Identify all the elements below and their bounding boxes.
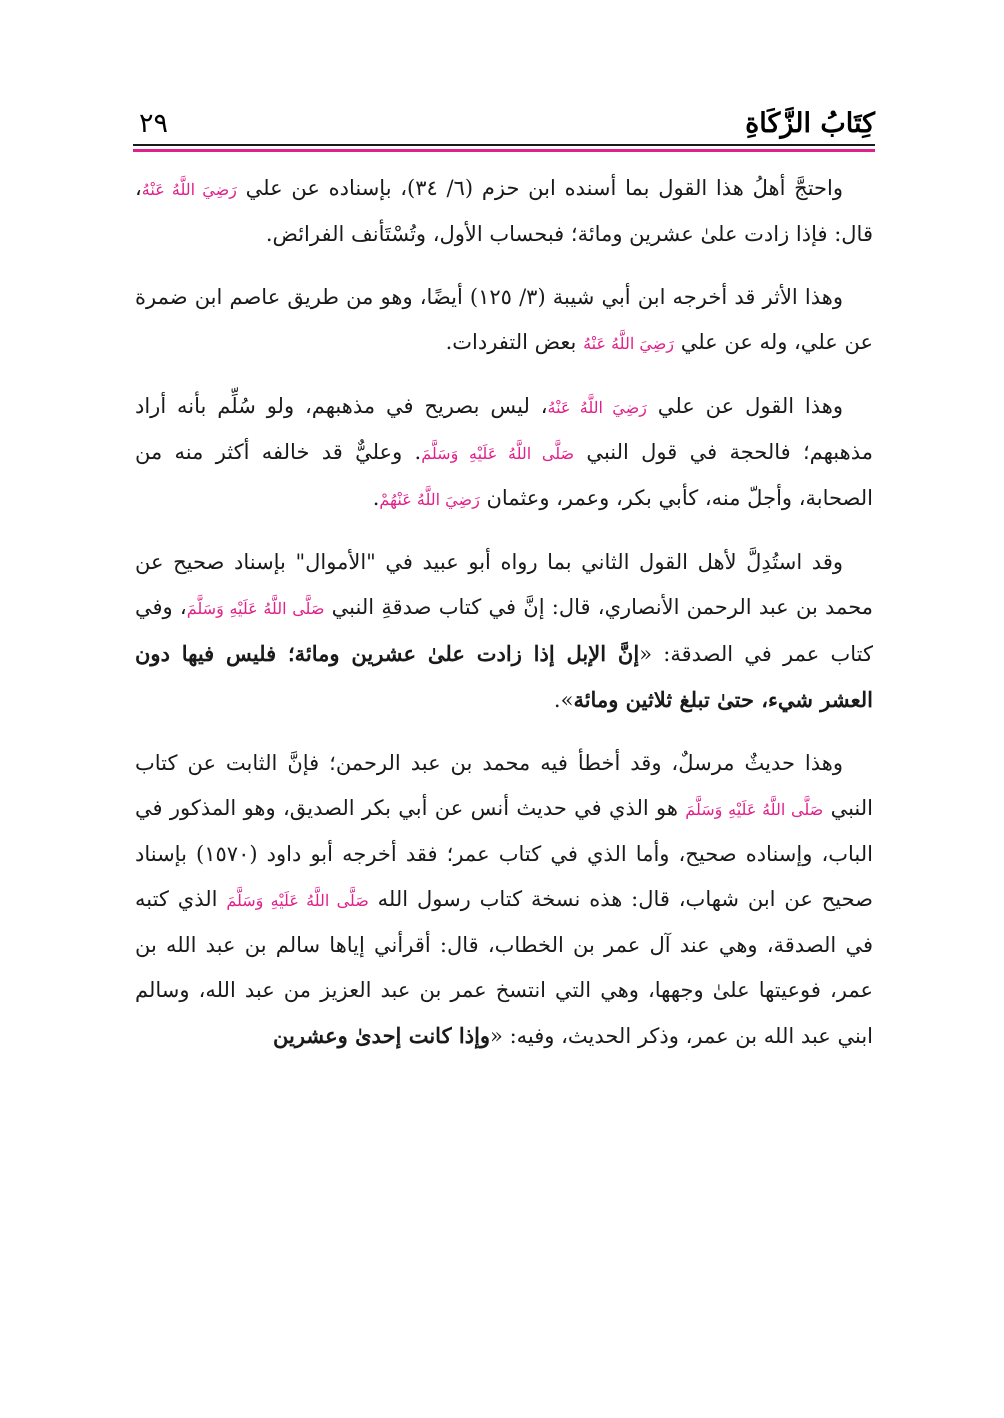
text-run: ، وفي كتاب عمر في الصدقة: «: [135, 595, 873, 666]
text-run: وهذا القول عن علي: [646, 394, 844, 418]
running-title: كِتَابُ الزَّكَاةِ: [745, 108, 875, 139]
honorific-glyph: صَلَّى اللَّهُ عَلَيْهِ وَسَلَّمَ: [421, 444, 575, 463]
honorific-glyph: رَضِيَ اللَّهُ عَنْهُ: [547, 398, 647, 417]
paragraph-1: [135, 166, 873, 257]
bold-quote: وإذا كانت إحدىٰ وعشرين: [272, 1023, 491, 1048]
honorific-glyph: رَضِيَ اللَّهُ عَنْهُ: [583, 334, 675, 353]
text-run: .: [372, 486, 380, 510]
honorific-glyph: صَلَّى اللَّهُ عَلَيْهِ وَسَلَّمَ: [226, 891, 369, 910]
page-number: ٢٩: [139, 108, 169, 139]
bold-quote: إنَّ الإبل إذا زادت علىٰ عشرين ومائة؛ فليس فيها دون العشر شيء، حتىٰ تبلغ ثلاثين ومائة: [135, 641, 873, 712]
text-run: واحتجَّ أهلُ هذا القول بما أسنده ابن حزم (٦/ ٣٤)، بإسناده عن علي: [236, 176, 843, 200]
text-run: هو الذي في حديث أنس عن أبي بكر الصديق، وهو المذكور في الباب، وإسناده صحيح، وأما الذي في كتاب عمر؛ فقد أخرجه أبو داود (١٥٧٠) بإسناد صحيح عن ابن شهاب، قال: هذه نسخة كتاب رسول الله: [135, 796, 873, 911]
text-run: وهذا حديثٌ مرسلٌ، وقد أخطأ فيه محمد بن عبد الرحمن؛ فإنَّ الثابت عن كتاب النبي: [135, 751, 873, 820]
honorific-glyph: رَضِيَ اللَّهُ عَنْهُمْ: [379, 490, 480, 509]
header-rule-black: [133, 144, 875, 146]
paragraph-5: [135, 741, 873, 1059]
paragraph-4: [135, 540, 873, 723]
paragraph-2: [135, 275, 873, 366]
text-run: الذي كتبه في الصدقة، وهي عند آل عمر بن الخطاب، قال: أقرأني إياها سالم بن عبد الله بن عمر، فوعيتها علىٰ وجهها، وهي التي انتسخ عمر بن عبد العزيز من عبد الله، وسالم ابني عبد الله بن عمر، وذكر الحديث، وفيه: «: [135, 887, 873, 1048]
text-run: ، ليس بصريح في مذهبهم، ولو سُلِّم بأنه أراد مذهبهم؛ فالحجة في قول النبي: [135, 394, 873, 464]
text-run: ».: [553, 688, 574, 712]
honorific-glyph: رَضِيَ اللَّهُ عَنْهُ: [141, 180, 237, 199]
text-run: بعض التفردات.: [445, 330, 584, 354]
paragraph-3: [135, 384, 873, 522]
honorific-glyph: صَلَّى اللَّهُ عَلَيْهِ وَسَلَّمَ: [685, 800, 824, 819]
page-header: [133, 102, 875, 142]
text-run: . وعليٌّ قد خالفه أكثر منه من الصحابة، وأجلّ منه، كأبي بكر، وعمر، وعثمان: [135, 440, 873, 510]
body-text: [135, 166, 873, 1077]
honorific-glyph: صَلَّى اللَّهُ عَلَيْهِ وَسَلَّمَ: [186, 599, 325, 618]
header-rule-pink: [133, 149, 875, 152]
text-run: ، قال: فإذا زادت علىٰ عشرين ومائة؛ فبحساب الأول، وتُسْتَأنف الفرائض.: [135, 176, 873, 246]
text-run: وقد استُدِلَّ لأهل القول الثاني بما رواه أبو عبيد في "الأموال" بإسناد صحيح عن محمد بن عبد الرحمن الأنصاري، قال: إنَّ في كتاب صدقةِ النبي: [135, 550, 874, 619]
text-run: وهذا الأثر قد أخرجه ابن أبي شيبة (٣/ ١٢٥) أيضًا، وهو من طريق عاصم ابن ضمرة عن علي، وله عن علي: [135, 285, 873, 354]
